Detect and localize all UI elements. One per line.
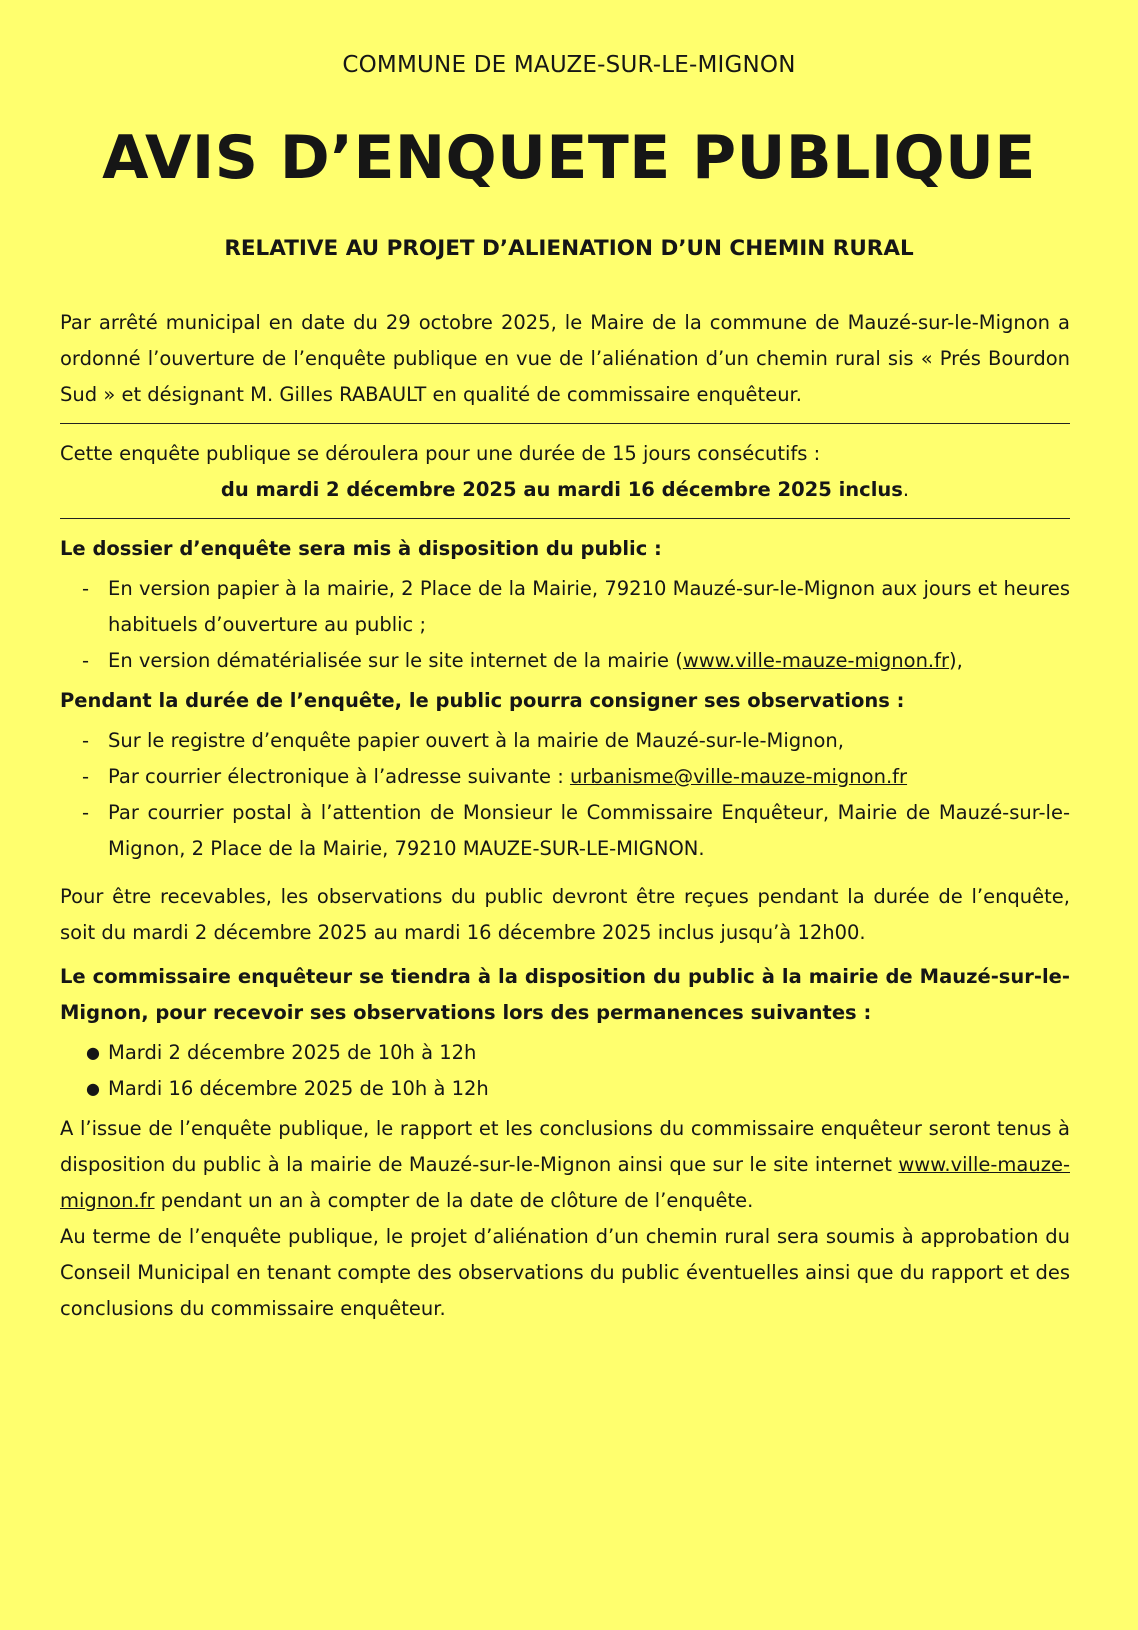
dossier-list [60,571,1070,679]
list-item: - Par courrier postal à l’attention de Monsieur le Commissaire Enquêteur, Mairie de Mauzé-sur-le-Mignon, 2 Place de la Mairie, 79210 MAUZE-SUR-LE-MIGNON. [60,795,1070,867]
dash-icon: - [82,765,90,788]
dash-icon: - [82,801,90,824]
list-item: - En version papier à la mairie, 2 Place de la Mairie, 79210 Mauzé-sur-le-Mignon aux jours et heures habituels d’ouverture au public ; [60,571,1070,643]
list-item: ● Mardi 2 décembre 2025 de 10h à 12h [60,1035,1070,1071]
divider [60,423,1070,424]
dash-icon: - [82,649,90,672]
duration-dates-line: du mardi 2 décembre 2025 au mardi 16 décembre 2025 inclus. [220,478,910,501]
page-subtitle: RELATIVE AU PROJET D’ALIENATION D’UN CHEMIN RURAL [224,236,914,261]
list-item: - Par courrier électronique à l’adresse suivante : urbanisme@ville-mauze-mignon.fr [60,759,1070,795]
permanences-heading: Le commissaire enquêteur se tiendra à la disposition du public à la mairie de Mauzé-sur-le-Mignon, pour recevoir ses observations lors des permanences suivantes : [60,965,1070,1024]
observations-list [60,723,1070,867]
permanences-list [60,1035,1070,1107]
dash-icon: - [82,729,90,752]
bullet-icon: ● [86,1043,100,1062]
duration-text: Cette enquête publique se déroulera pour une durée de 15 jours consécutifs : [60,442,821,465]
website-link[interactable]: www.ville-mauze-mignon.fr [682,649,950,672]
dash-icon: - [82,577,90,600]
duration-dates: du mardi 2 décembre 2025 au mardi 16 décembre 2025 inclus [220,478,903,501]
issue-paragraph: A l’issue de l’enquête publique, le rapport et les conclusions du commissaire enquêteur seront tenus à disposition du public à la mairie de Mauzé-sur-le-Mignon ainsi que sur le site internet www.ville-mauze-mignon.fr pendant un an à compter de la date de clôture de l’enquête. [60,1117,1070,1212]
page-title: AVIS D’ENQUETE PUBLIQUE [102,123,1036,193]
email-link[interactable]: urbanisme@ville-mauze-mignon.fr [569,765,908,788]
website-link[interactable]: www.ville-mauze-mignon.fr [60,1153,1070,1212]
recevables-paragraph: Pour être recevables, les observations du public devront être reçues pendant la durée de l’enquête, soit du mardi 2 décembre 2025 au mardi 16 décembre 2025 inclus jusqu’à 12h00. [60,885,1070,944]
intro-paragraph: Par arrêté municipal en date du 29 octobre 2025, le Maire de la commune de Mauzé-sur-le-Mignon a ordonné l’ouverture de l’enquête publique en vue de l’aliénation d’un chemin rural sis « Prés Bourdon Sud » et désignant M. Gilles RABAULT en qualité de commissaire enquêteur. [60,311,1070,406]
list-item: ● Mardi 16 décembre 2025 de 10h à 12h [60,1071,1070,1107]
notice-body [60,305,1070,1327]
list-item: - Sur le registre d’enquête papier ouvert à la mairie de Mauzé-sur-le-Mignon, [60,723,1070,759]
terme-paragraph: Au terme de l’enquête publique, le projet d’aliénation d’un chemin rural sera soumis à approbation du Conseil Municipal en tenant compte des observations du public éventuelles ainsi que du rapport et des conclusions du commissaire enquêteur. [60,1225,1070,1320]
list-item: - En version dématérialisée sur le site internet de la mairie (www.ville-mauze-mignon.fr), [60,643,1070,679]
divider [60,518,1070,519]
commune-name: COMMUNE DE MAUZE-SUR-LE-MIGNON [342,52,796,78]
bullet-icon: ● [86,1079,100,1098]
dossier-heading: Le dossier d’enquête sera mis à disposition du public : [60,537,662,560]
observations-heading: Pendant la durée de l’enquête, le public pourra consigner ses observations : [60,689,905,712]
